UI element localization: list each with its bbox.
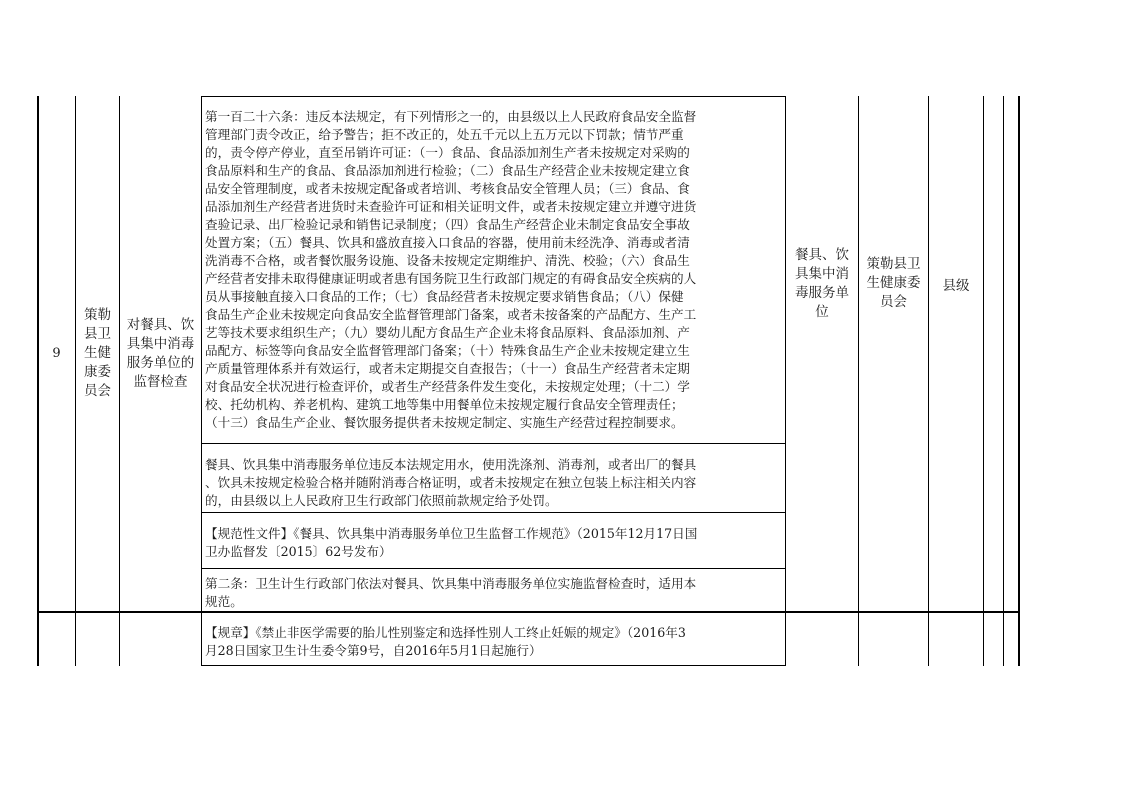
- text-line: 产经营者安排未取得健康证明或者患有国务院卫生行政部门规定的有碍食品安全疾病的人: [205, 271, 697, 286]
- text-line: 管理部门责令改正，给予警告；拒不改正的，处五千元以上五万元以下罚款；情节严重: [205, 127, 684, 142]
- text-line: 校、托幼机构、养老机构、建筑工地等集中用餐单位未按规定履行食品安全管理责任；: [205, 397, 684, 412]
- text-line: 产质量管理体系并有效运行，或者未定期提交自查报告；（十一）食品生产经营者未定期: [205, 361, 690, 376]
- text-line: 品配方、标签等向食品安全监督管理部门备案；（十）特殊食品生产企业未按规定建立生: [205, 343, 690, 358]
- table-right-border: [1018, 96, 1020, 666]
- target-cell: 餐具、饮具集中消毒服务单位: [795, 246, 849, 320]
- column-divider: [1003, 96, 1004, 666]
- column-divider: [201, 96, 202, 666]
- column-divider: [119, 96, 120, 666]
- text-line: 品安全管理制度，或者未按规定配备或者培训、考核食品安全管理人员；（三）食品、食: [205, 181, 690, 196]
- basis-disinfection-clause: [205, 456, 782, 510]
- text-line: 卫办监督发〔2015〕62号发布）: [205, 544, 392, 559]
- text-line: 【规范性文件】《餐具、饮具集中消毒服务单位卫生监督工作规范》（2015年12月17日国: [205, 526, 698, 541]
- column-divider: [858, 96, 859, 666]
- text-line: 对食品安全状况进行检查评价，或者生产经营条件发生变化，未按规定处理；（十二）学: [205, 379, 690, 394]
- basis-article-2: [205, 575, 782, 611]
- text-line: 艺等技术要求组织生产；（九）婴幼儿配方食品生产企业未将食品原料、食品添加剂、产: [205, 325, 690, 340]
- text-line: 食品生产企业未按规定向食品安全监督管理部门备案，或者未按备案的产品配方、生产工: [205, 307, 697, 322]
- text-line: 的，责令停产停业，直至吊销许可证：（一）食品、食品添加剂生产者未按规定对采购的: [205, 145, 690, 160]
- text-line: 、饮具未按规定检验合格并随附消毒合格证明，或者未按规定在独立包装上标注相关内容: [205, 475, 697, 490]
- column-divider: [785, 96, 786, 666]
- text-line: 处置方案；（五）餐具、饮具和盛放直接入口食品的容器，使用前未经洗净、消毒或者清: [205, 235, 690, 250]
- basis-divider: [201, 568, 786, 569]
- column-divider: [75, 96, 76, 666]
- basis-bottom-border: [201, 665, 786, 666]
- text-line: 的，由县级以上人民政府卫生行政部门依照前款规定给予处罚。: [205, 493, 558, 508]
- basis-top-border: [201, 96, 786, 97]
- text-line: 查验记录、出厂检验记录和销售记录制度；（四）食品生产经营企业未制定食品安全事故: [205, 217, 690, 232]
- level-cell: 县级: [942, 277, 970, 294]
- basis-divider: [201, 512, 786, 513]
- item-name-cell: 对餐具、饮具集中消毒服务单位的监督检查: [126, 316, 195, 390]
- text-line: （十三）食品生产企业、餐饮服务提供者未按规定制定、实施生产经营过程控制要求。: [205, 415, 684, 430]
- row-separator: [37, 611, 1020, 613]
- basis-article-126: [205, 108, 782, 432]
- text-line: 月28日国家卫生计生委令第9号，自2016年5月1日起施行）: [205, 643, 542, 658]
- text-line: 【规章】《禁止非医学需要的胎儿性别鉴定和选择性别人工终止妊娠的规定》（2016年3: [205, 625, 686, 640]
- text-line: 食品原料和生产的食品、食品添加剂进行检验；（二）食品生产经营企业未按规定建立食: [205, 163, 690, 178]
- text-line: 规范。: [205, 594, 243, 609]
- basis-divider: [201, 443, 786, 444]
- column-divider: [983, 96, 984, 666]
- next-row-basis-regulation: [205, 624, 782, 660]
- responsible-cell: 策勒县卫生健康委员会: [866, 256, 921, 310]
- row-number: 9: [52, 346, 61, 361]
- text-line: 第一百二十六条：违反本法规定，有下列情形之一的，由县级以上人民政府食品安全监督: [205, 109, 697, 124]
- text-line: 第二条：卫生计生行政部门依法对餐具、饮具集中消毒服务单位实施监督检查时，适用本: [205, 576, 697, 591]
- text-line: 品添加剂生产经营者进货时未查验许可证和相关证明文件，或者未按规定建立并遵守进货: [205, 199, 697, 214]
- basis-normative-document: [205, 525, 782, 561]
- text-line: 员从事接触直接入口食品的工作；（七）食品经营者未按规定要求销售食品；（八）保健: [205, 289, 684, 304]
- text-line: 洗消毒不合格，或者餐饮服务设施、设备未按规定定期维护、清洗、校验；（六）食品生: [205, 253, 690, 268]
- text-line: 餐具、饮具集中消毒服务单位违反本法规定用水，使用洗涤剂、消毒剂，或者出厂的餐具: [205, 457, 697, 472]
- department-cell: 策勒县卫生健康委员会: [84, 307, 111, 399]
